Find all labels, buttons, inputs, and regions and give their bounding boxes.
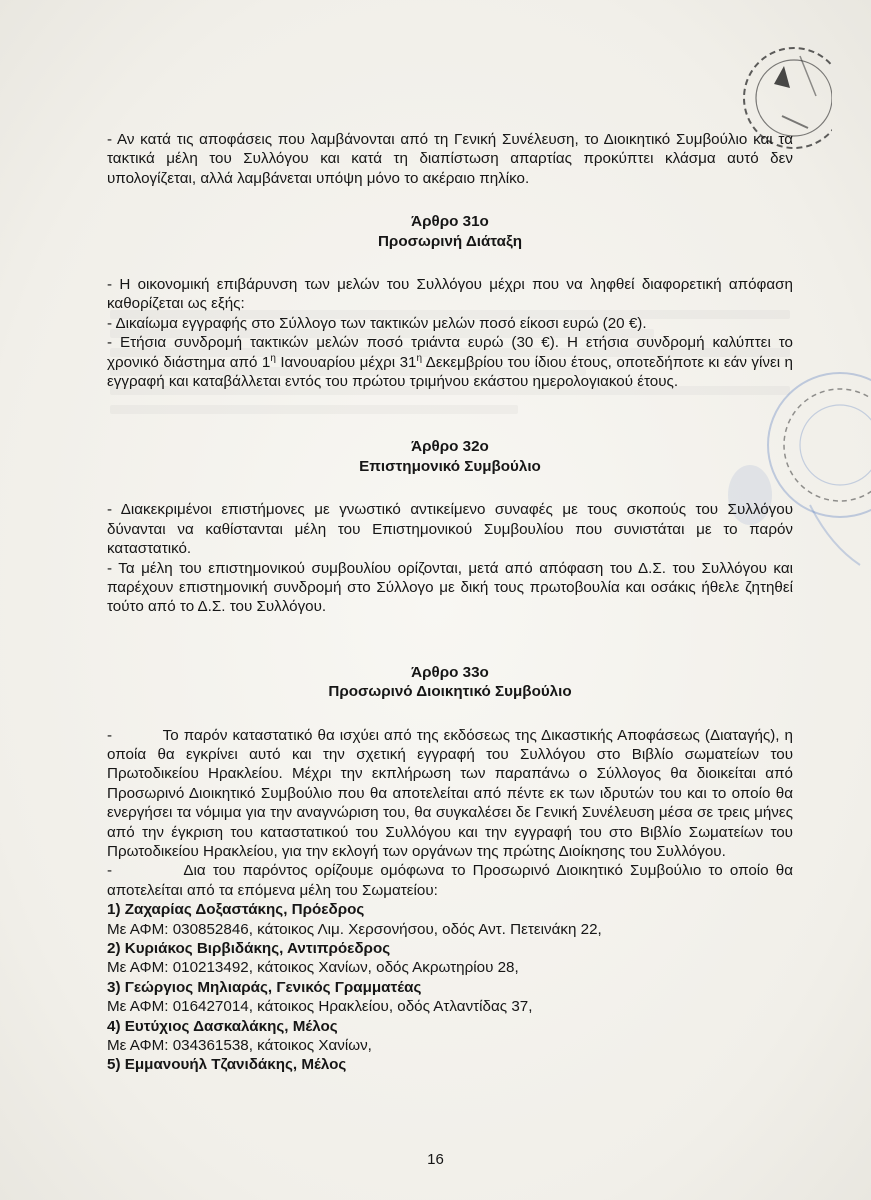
member-4-detail: Με ΑΦΜ: 034361538, κάτοικος Χανίων,	[107, 1037, 372, 1055]
member-2-detail: Με ΑΦΜ: 010213492, κάτοικος Χανίων, οδός Ακρωτηρίου 28,	[107, 959, 519, 977]
document-body	[107, 130, 793, 1075]
article-33-paragraph-1: - Το παρόν καταστατικό θα ισχύει από της εκδόσεως της Δικαστικής Αποφάσεως (Διαταγής), η οποία θα εγκρίνει αυτό και την σχετική εγγραφή του Συλλόγου στο Βιβλίο σωματείων του Πρωτοδικείου Ηρακλείου. Μέχρι την εκπλήρωση των παραπάνω ο Σύλλογος θα διοικείται από Προσωρινό Διοικητικό Συμβούλιο που θα αποτελείται από πέντε εκ των ιδρυτών του και το οποίο θα ενεργήσει τα νόμιμα για την αναγνώριση του, θα συγκαλέσει δε Γενική Συνέλευση μέσα σε τρεις μήνες από την έγκριση του καταστατικού του Συλλόγου και την εγγραφή του στο Βιβλίο Σωματείων του Πρωτοδικείου Ηρακλείου, για την εκλογή των οργάνων της πρώτης Διοίκησης του Συλλόγου.	[107, 726, 793, 860]
article-32-number: Άρθρο 32ο	[411, 438, 489, 456]
article-31-paragraph-3: - Ετήσια συνδρομή τακτικών μελών ποσό τριάντα ευρώ (30 €). Η ετήσια συνδρομή καλύπτει το χρονικό διάστημα από $1^\eta$ Ιανουαρίου μέχρι $31^\eta$ Δεκεμβρίου του ίδιου έτους, οποτεδήποτε κι εάν γίνει η εγγραφή και καταβάλλεται εντός του πρώτου τριμήνου εκάστου ημερολογιακού έτους.	[107, 334, 794, 391]
member-2-name: 2) Κυριάκος Βιρβιδάκης, Αντιπρόεδρος	[107, 940, 391, 957]
member-3-name: 3) Γεώργιος Μηλιαράς, Γενικός Γραμματέας	[107, 978, 422, 996]
article-31-paragraph-1: - Η οικονομική επιβάρυνση των μελών του Συλλόγου μέχρι που να ληφθεί διαφορετική απόφαση καθορίζεται ως εξής:	[107, 276, 793, 313]
article-33-title: Προσωρινό Διοικητικό Συμβούλιο	[328, 683, 572, 701]
article-33-number: Άρθρο 33ο	[411, 663, 489, 681]
member-1-detail: Με ΑΦΜ: 030852846, κάτοικος Λιμ. Χερσονήσου, οδός Αντ. Πετεινάκη 22,	[107, 920, 602, 938]
member-5-name: 5) Εμμανουήλ Τζανιδάκης, Μέλος	[107, 1056, 347, 1074]
article-33	[107, 663, 793, 1075]
article-32-title: Επιστημονικό Συμβούλιο	[359, 457, 541, 475]
article-32-paragraph-2: - Τα μέλη του επιστημονικού συμβουλίου ορίζονται, μετά από απόφαση του Δ.Σ. του Συλλόγου και παρέχουν επιστημονική συνδρομή στο Σύλλογο με δική τους πρωτοβουλία και οσάκις ήθελε ζητηθεί τούτο από το Δ.Σ. του Συλλόγου.	[107, 559, 793, 616]
article-31	[107, 212, 793, 391]
article-31-number: Άρθρο 31ο	[411, 213, 489, 231]
article-32	[107, 437, 793, 616]
article-32-paragraph-1: - Διακεκριμένοι επιστήμονες με γνωστικό αντικείμενο συναφές με τους σκοπούς του Συλλόγου δύνανται να καθίστανται μέλη του Επιστημονικού Συμβουλίου που συνιστάται με το παρόν καταστατικό.	[107, 501, 793, 558]
article-31-paragraph-2: - Δικαίωμα εγγραφής στο Σύλλογο των τακτικών μελών ποσό είκοσι ευρώ (20 €).	[107, 314, 647, 332]
member-4-name: 4) Ευτύχιος Δασκαλάκης, Μέλος	[107, 1017, 338, 1035]
member-1-name: 1) Ζαχαρίας Δοξαστάκης, Πρόεδρος	[107, 901, 365, 919]
member-3-detail: Με ΑΦΜ: 016427014, κάτοικος Ηρακλείου, οδός Ατλαντίδας 37,	[107, 998, 533, 1016]
article-31-title: Προσωρινή Διάταξη	[377, 232, 523, 250]
article-33-paragraph-2: - Δια του παρόντος ορίζουμε ομόφωνα το Προσωρινό Διοικητικό Συμβούλιο το οποίο θα αποτελείται από τα επόμενα μέλη του Σωματείου:	[107, 862, 793, 899]
page-number: 16	[427, 1151, 444, 1168]
intro-paragraph: - Αν κατά τις αποφάσεις που λαμβάνονται από τη Γενική Συνέλευση, το Διοικητικό Συμβούλιο και τα τακτικά μέλη του Συλλόγου και κατά τη διαπίστωση απαρτίας προκύπτει κλάσμα αυτό δεν υπολογίζεται, αλλά λαμβάνεται υπόψη μόνο το ακέραιο πηλίκο.	[107, 131, 793, 187]
board-member-list	[107, 900, 793, 1075]
